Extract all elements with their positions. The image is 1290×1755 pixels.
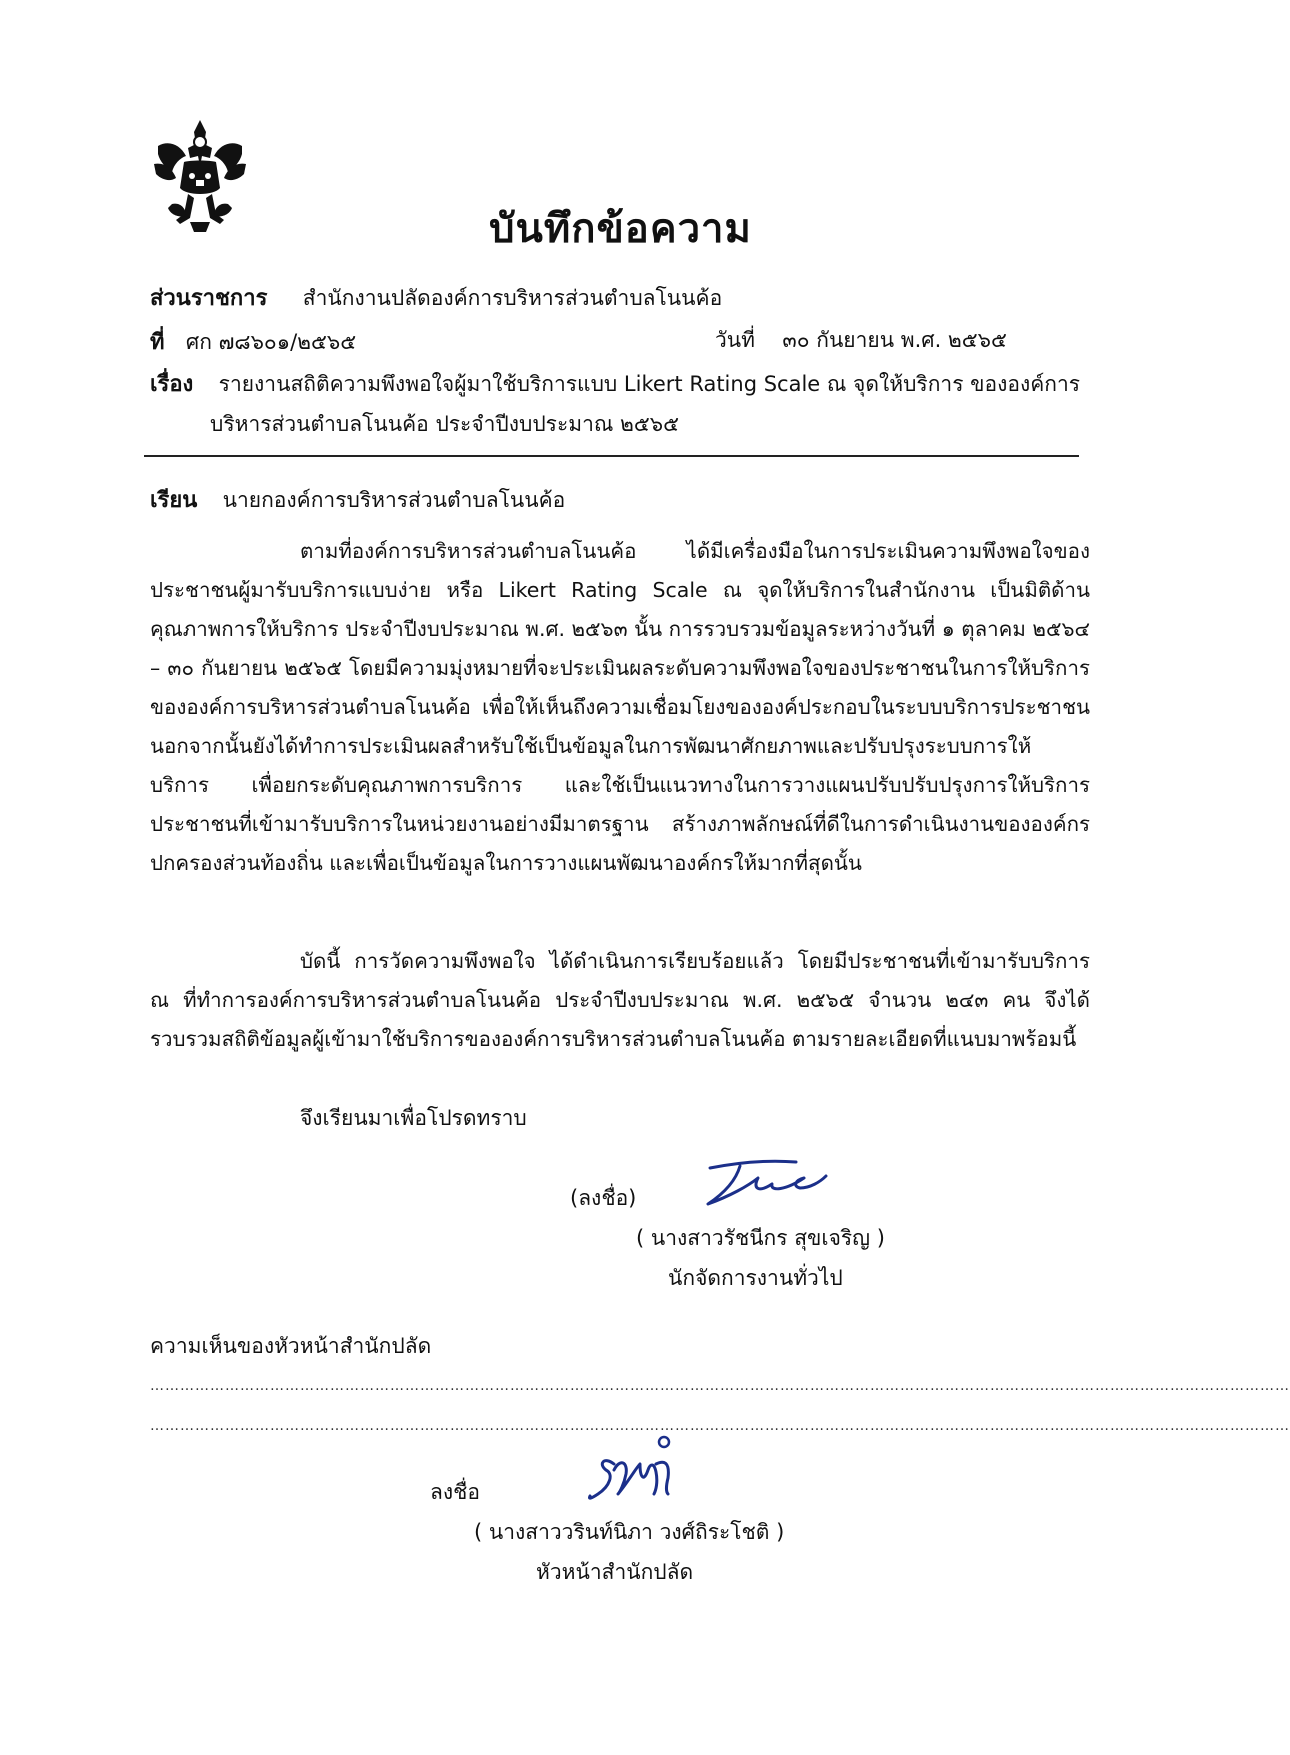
signature-2-name: ( นางสาววรินท์นิภา วงศ์ถิระโชติ ) bbox=[474, 1520, 785, 1544]
comment-label: ความเห็นของหัวหน้าสำนักปลัด bbox=[150, 1334, 432, 1358]
header-divider bbox=[144, 455, 1079, 457]
closing-line: จึงเรียนมาเพื่อโปรดทราบ bbox=[300, 1106, 527, 1130]
handwritten-signature-2 bbox=[584, 1434, 684, 1508]
reference-label: ที่ bbox=[150, 330, 165, 355]
body-paragraph-1: ตามที่องค์การบริหารส่วนตำบลโนนค้อ ได้มีเครื่องมือในการประเมินความพึงพอใจของประชาชนผู้มารับบริการแบบง่าย หรือ Likert Rating Scale ณ จุดให้บริการในสำนักงาน เป็นมิติด้านคุณภาพการให้บริการ ประจำปีงบประมาณ พ.ศ. ๒๕๖๓ นั้น การรวบรวมข้อมูลระหว่างวันที่ ๑ ตุลาคม ๒๕๖๔ – ๓๐ กันยายน ๒๕๖๕ โดยมีความมุ่งหมายที่จะประเมินผลระดับความพึงพอใจของประชาชนในการให้บริการขององค์การบริหารส่วนตำบลโนนค้อ เพื่อให้เห็นถึงความเชื่อมโยงขององค์ประกอบในระบบบริการประชาชน นอกจากนั้นยังได้ทำการประเมินผลสำหรับใช้เป็นข้อมูลในการพัฒนาศักยภาพและปรับปรุงระบบการให้บริการ เพื่อยกระดับคุณภาพการบริการ และใช้เป็นแนวทางในการวางแผนปรับปรับปรุงการให้บริการประชาชนที่เข้ามารับบริการในหน่วยงานอย่างมีมาตรฐาน สร้างภาพลักษณ์ที่ดีในการดำเนินงานขององค์กรปกครองส่วนท้องถิ่น และเพื่อเป็นข้อมูลในการวางแผนพัฒนาองค์กรให้มากที่สุดนั้น bbox=[150, 539, 1090, 875]
subject-label: เรื่อง bbox=[150, 372, 194, 397]
subject-line-2: บริหารส่วนตำบลโนนค้อ ประจำปีงบประมาณ ๒๕๖๕ bbox=[210, 412, 679, 436]
date-label: วันที่ bbox=[715, 328, 755, 352]
date-row bbox=[715, 324, 1007, 357]
subject-line-1: รายงานสถิติความพึงพอใจผู้มาใช้บริการแบบ Likert Rating Scale ณ จุดให้บริการ ขององค์การ bbox=[218, 372, 1081, 396]
signature-2-position: หัวหน้าสำนักปลัด bbox=[536, 1560, 694, 1584]
signature-1-position: นักจัดการงานทั่วไป bbox=[668, 1266, 843, 1290]
page-title: บันทึกข้อความ bbox=[489, 206, 752, 252]
recipient-value: นายกองค์การบริหารส่วนตำบลโนนค้อ bbox=[222, 488, 566, 512]
agency-row bbox=[150, 280, 722, 315]
comment-line-1: ………………………………………………………………………………………………………………………………………………………………………………………………………… bbox=[150, 1378, 1290, 1394]
agency-label: ส่วนราชการ bbox=[150, 286, 268, 311]
agency-value: สำนักงานปลัดองค์การบริหารส่วนตำบลโนนค้อ bbox=[302, 286, 723, 310]
body-paragraph-2: บัดนี้ การวัดความพึงพอใจ ได้ดำเนินการเรียบร้อยแล้ว โดยมีประชาชนที่เข้ามารับบริการ ณ ที่ทำการองค์การบริหารส่วนตำบลโนนค้อ ประจำปีงบประมาณ พ.ศ. ๒๕๖๕ จำนวน ๒๔๓ คน จึงได้รวบรวมสถิติข้อมูลผู้เข้ามาใช้บริการขององค์การบริหารส่วนตำบลโนนค้อ ตามรายละเอียดที่แนบมาพร้อมนี้ bbox=[150, 949, 1090, 1051]
reference-row bbox=[150, 324, 356, 359]
signature-1-name: ( นางสาวรัชนีกร สุขเจริญ ) bbox=[636, 1226, 885, 1250]
recipient-row bbox=[150, 482, 565, 517]
recipient-label: เรียน bbox=[150, 488, 198, 513]
reference-value: ศก ๗๘๖๐๑/๒๕๖๕ bbox=[185, 330, 357, 354]
comment-line-2: ………………………………………………………………………………………………………………………………………………………………………………………………………… bbox=[150, 1418, 1290, 1434]
handwritten-signature-1 bbox=[700, 1156, 830, 1212]
signature-2-label: ลงชื่อ bbox=[430, 1480, 480, 1504]
subject-row bbox=[150, 366, 1080, 401]
date-value: ๓๐ กันยายน พ.ศ. ๒๕๖๕ bbox=[782, 328, 1007, 352]
signature-1-label: (ลงชื่อ) bbox=[570, 1186, 637, 1210]
